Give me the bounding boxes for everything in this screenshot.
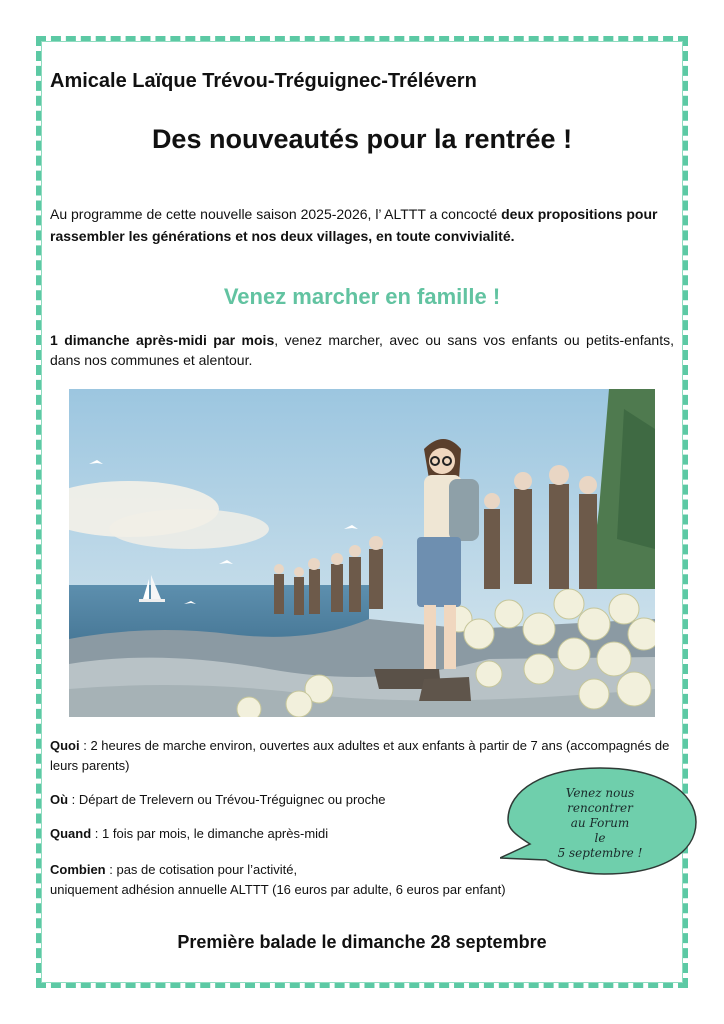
bubble-line-1: Venez nous bbox=[565, 786, 635, 800]
intro-text: Au programme de cette nouvelle saison 2025-2026, l’ ALTTT a concocté bbox=[50, 206, 502, 222]
bubble-message bbox=[535, 786, 665, 861]
quand-text: : 1 fois par mois, le dimanche après-midi bbox=[91, 826, 329, 841]
combien-label: Combien bbox=[50, 862, 106, 877]
combien-text: : pas de cotisation pour l’activité, bbox=[105, 862, 298, 877]
bubble-line-4: le bbox=[594, 831, 606, 845]
walk-intro-paragraph bbox=[50, 330, 674, 370]
intro-paragraph bbox=[50, 203, 674, 247]
hikers-illustration bbox=[69, 389, 655, 717]
bubble-line-5: 5 septembre ! bbox=[557, 846, 643, 860]
quoi-label: Quoi bbox=[50, 738, 80, 753]
coastal-walk-image bbox=[69, 389, 655, 717]
intro-bold-text: deux propositions pour rassembler les générations et nos deux villages, en toute convivialité. bbox=[50, 206, 658, 244]
page-title: Des nouveautés pour la rentrée ! bbox=[151, 124, 573, 154]
bubble-line-2: rencontrer bbox=[567, 801, 633, 815]
bubble-line-3: au Forum bbox=[570, 816, 630, 830]
ou-text: : Départ de Trelevern ou Trévou-Tréguignec ou proche bbox=[68, 792, 386, 807]
quoi-text: : 2 heures de marche environ, ouvertes aux adultes et aux enfants à partir de 7 ans (accompagnés de leurs parents) bbox=[50, 738, 670, 773]
combien-text-2: uniquement adhésion annuelle ALTTT (16 euros par adulte, 6 euros par enfant) bbox=[50, 882, 506, 897]
section-title: Venez marcher en famille ! bbox=[223, 284, 501, 309]
walk-intro-text: , venez marcher, avec ou sans vos enfants ou petits-enfants, dans nos communes et alentour. bbox=[50, 332, 674, 368]
quand-label: Quand bbox=[50, 826, 92, 841]
first-walk-announcement: Première balade le dimanche 28 septembre bbox=[177, 932, 547, 952]
ou-label: Où bbox=[50, 792, 69, 807]
walk-intro-bold: 1 dimanche après-midi par mois bbox=[50, 332, 275, 348]
organization-name: Amicale Laïque Trévou-Tréguignec-Trélévern bbox=[50, 70, 477, 92]
